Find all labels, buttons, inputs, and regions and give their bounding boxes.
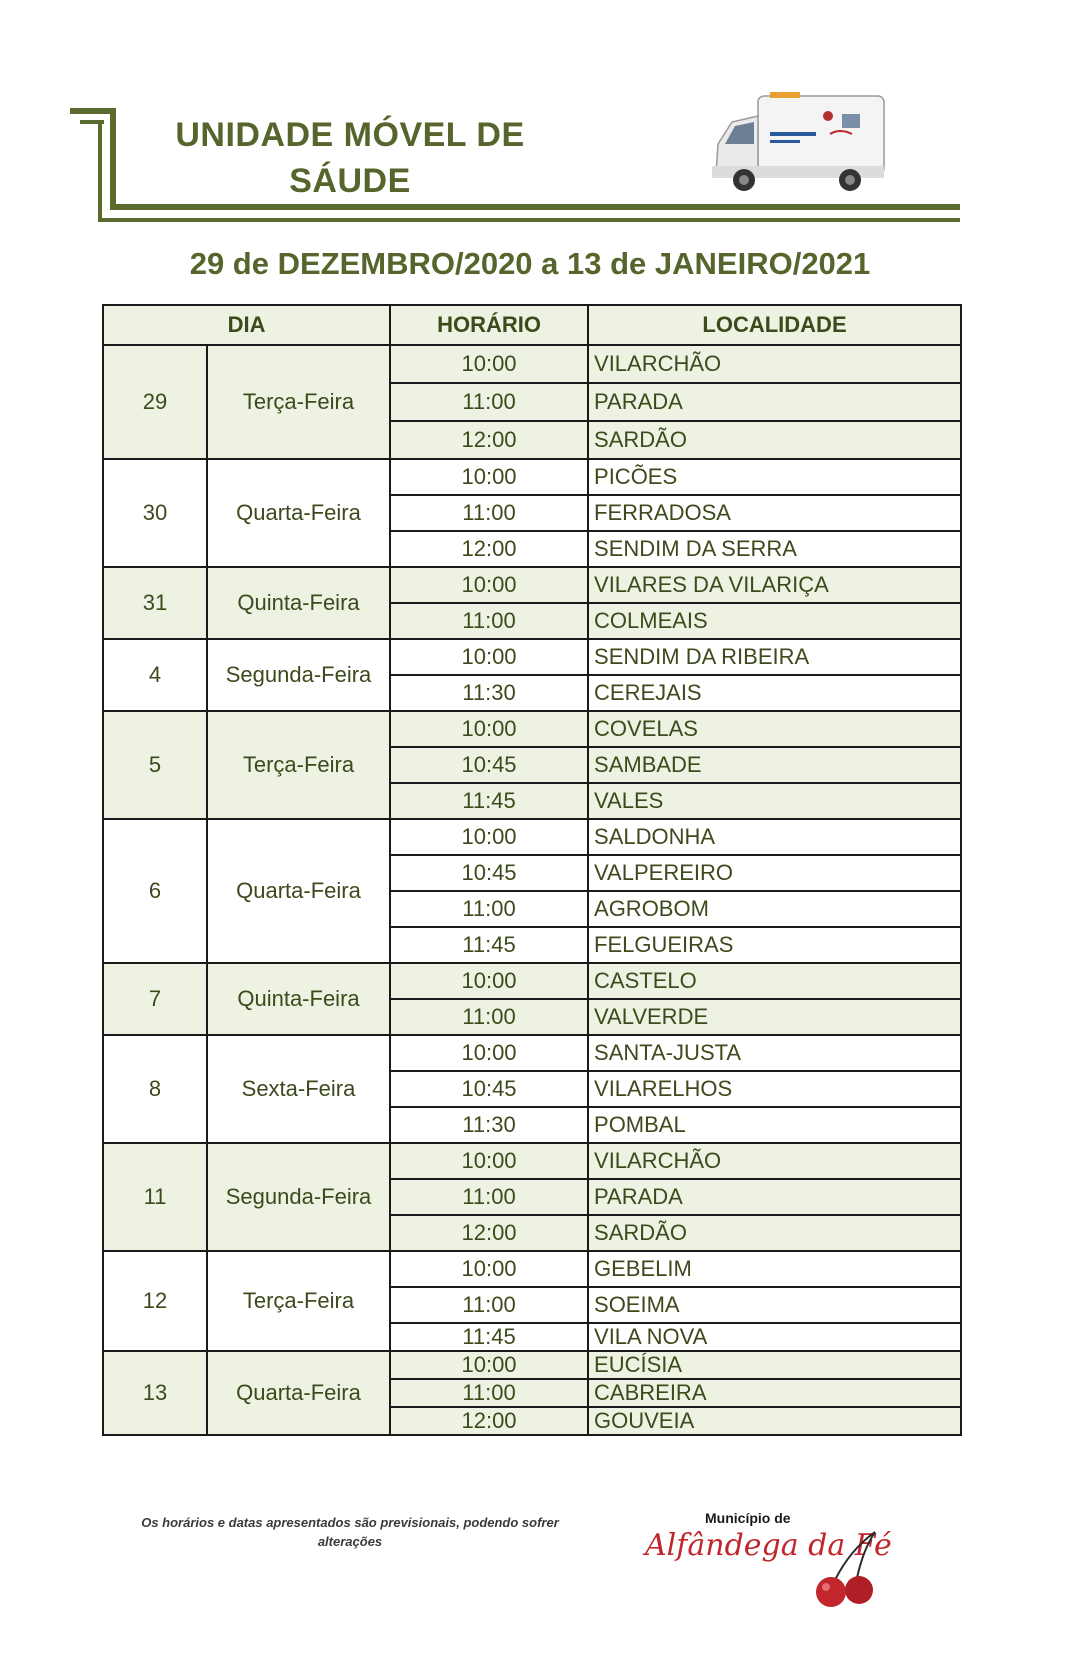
time-cell: 11:30 bbox=[390, 1107, 588, 1143]
location-cell: POMBAL bbox=[588, 1107, 961, 1143]
day-number: 8 bbox=[103, 1035, 207, 1143]
title-line-2: SÁUDE bbox=[289, 162, 411, 200]
location-cell: CABREIRA bbox=[588, 1379, 961, 1407]
weekday: Terça-Feira bbox=[207, 1251, 390, 1351]
header-frame-vertical-outer bbox=[110, 108, 116, 208]
time-cell: 11:45 bbox=[390, 1323, 588, 1351]
day-number: 12 bbox=[103, 1251, 207, 1351]
location-cell: VILARELHOS bbox=[588, 1071, 961, 1107]
day-number: 29 bbox=[103, 345, 207, 459]
table-row bbox=[103, 819, 961, 855]
time-cell: 10:00 bbox=[390, 963, 588, 999]
header-frame-vertical-inner bbox=[98, 120, 102, 222]
weekday: Quarta-Feira bbox=[207, 1351, 390, 1435]
location-cell: VILARCHÃO bbox=[588, 1143, 961, 1179]
table-row bbox=[103, 1351, 961, 1379]
time-cell: 11:00 bbox=[390, 1179, 588, 1215]
time-cell: 10:45 bbox=[390, 1071, 588, 1107]
logo-script-text: Alfândega da Fé bbox=[645, 1528, 892, 1563]
time-cell: 11:00 bbox=[390, 383, 588, 421]
day-number: 7 bbox=[103, 963, 207, 1035]
location-cell: EUCÍSIA bbox=[588, 1351, 961, 1379]
time-cell: 10:00 bbox=[390, 711, 588, 747]
location-cell: FELGUEIRAS bbox=[588, 927, 961, 963]
weekday: Quarta-Feira bbox=[207, 459, 390, 567]
location-cell: SARDÃO bbox=[588, 1215, 961, 1251]
location-cell: SOEIMA bbox=[588, 1287, 961, 1323]
weekday: Sexta-Feira bbox=[207, 1035, 390, 1143]
table-row bbox=[103, 639, 961, 675]
table-row bbox=[103, 345, 961, 383]
weekday: Quinta-Feira bbox=[207, 963, 390, 1035]
day-number: 11 bbox=[103, 1143, 207, 1251]
location-cell: VILARCHÃO bbox=[588, 345, 961, 383]
footnote: Os horários e datas apresentados são previsionais, podendo sofrer alterações bbox=[141, 1515, 559, 1549]
location-cell: VILA NOVA bbox=[588, 1323, 961, 1351]
location-cell: VALES bbox=[588, 783, 961, 819]
table-row bbox=[103, 567, 961, 603]
location-cell: SANTA-JUSTA bbox=[588, 1035, 961, 1071]
table-row bbox=[103, 1143, 961, 1179]
time-cell: 10:00 bbox=[390, 459, 588, 495]
location-cell: GOUVEIA bbox=[588, 1407, 961, 1435]
time-cell: 10:00 bbox=[390, 639, 588, 675]
weekday: Segunda-Feira bbox=[207, 1143, 390, 1251]
day-number: 13 bbox=[103, 1351, 207, 1435]
page-title bbox=[150, 112, 550, 204]
schedule-body bbox=[103, 345, 961, 1435]
weekday: Segunda-Feira bbox=[207, 639, 390, 711]
location-cell: COLMEAIS bbox=[588, 603, 961, 639]
location-cell: SENDIM DA RIBEIRA bbox=[588, 639, 961, 675]
header-frame-bottom-outer bbox=[110, 204, 960, 210]
municipality-logo bbox=[645, 1510, 905, 1605]
header-dia: DIA bbox=[103, 305, 390, 345]
time-cell: 10:00 bbox=[390, 1035, 588, 1071]
time-cell: 11:00 bbox=[390, 891, 588, 927]
time-cell: 11:45 bbox=[390, 927, 588, 963]
day-number: 30 bbox=[103, 459, 207, 567]
time-cell: 10:00 bbox=[390, 819, 588, 855]
weekday: Terça-Feira bbox=[207, 711, 390, 819]
weekday: Terça-Feira bbox=[207, 345, 390, 459]
location-cell: VALPEREIRO bbox=[588, 855, 961, 891]
time-cell: 10:00 bbox=[390, 1143, 588, 1179]
schedule-table bbox=[102, 304, 962, 1436]
day-number: 6 bbox=[103, 819, 207, 963]
table-row bbox=[103, 1251, 961, 1287]
time-cell: 10:00 bbox=[390, 1251, 588, 1287]
weekday: Quinta-Feira bbox=[207, 567, 390, 639]
location-cell: PARADA bbox=[588, 383, 961, 421]
day-number: 5 bbox=[103, 711, 207, 819]
day-number: 31 bbox=[103, 567, 207, 639]
time-cell: 10:45 bbox=[390, 747, 588, 783]
time-cell: 11:00 bbox=[390, 603, 588, 639]
time-cell: 11:00 bbox=[390, 1379, 588, 1407]
day-number: 4 bbox=[103, 639, 207, 711]
location-cell: AGROBOM bbox=[588, 891, 961, 927]
location-cell: CEREJAIS bbox=[588, 675, 961, 711]
table-row bbox=[103, 459, 961, 495]
time-cell: 10:00 bbox=[390, 567, 588, 603]
location-cell: SALDONHA bbox=[588, 819, 961, 855]
time-cell: 10:00 bbox=[390, 345, 588, 383]
date-range: 29 de DEZEMBRO/2020 a 13 de JANEIRO/2021 bbox=[189, 246, 871, 281]
ambulance-van-icon bbox=[710, 92, 890, 202]
time-cell: 12:00 bbox=[390, 1215, 588, 1251]
header-localidade: LOCALIDADE bbox=[588, 305, 961, 345]
cherries-icon bbox=[795, 1530, 895, 1610]
location-cell: COVELAS bbox=[588, 711, 961, 747]
table-row bbox=[103, 711, 961, 747]
table-row bbox=[103, 963, 961, 999]
location-cell: PARADA bbox=[588, 1179, 961, 1215]
time-cell: 10:00 bbox=[390, 1351, 588, 1379]
time-cell: 11:00 bbox=[390, 1287, 588, 1323]
location-cell: SENDIM DA SERRA bbox=[588, 531, 961, 567]
time-cell: 11:45 bbox=[390, 783, 588, 819]
location-cell: VALVERDE bbox=[588, 999, 961, 1035]
time-cell: 12:00 bbox=[390, 531, 588, 567]
location-cell: FERRADOSA bbox=[588, 495, 961, 531]
time-cell: 11:30 bbox=[390, 675, 588, 711]
location-cell: SARDÃO bbox=[588, 421, 961, 459]
location-cell: VILARES DA VILARIÇA bbox=[588, 567, 961, 603]
title-line-1: UNIDADE MÓVEL DE bbox=[175, 116, 525, 154]
table-row bbox=[103, 1035, 961, 1071]
weekday: Quarta-Feira bbox=[207, 819, 390, 963]
time-cell: 12:00 bbox=[390, 1407, 588, 1435]
time-cell: 11:00 bbox=[390, 495, 588, 531]
location-cell: PICÕES bbox=[588, 459, 961, 495]
time-cell: 12:00 bbox=[390, 421, 588, 459]
location-cell: GEBELIM bbox=[588, 1251, 961, 1287]
header-horario: HORÁRIO bbox=[390, 305, 588, 345]
time-cell: 11:00 bbox=[390, 999, 588, 1035]
logo-top-text: Município de bbox=[705, 1510, 791, 1526]
time-cell: 10:45 bbox=[390, 855, 588, 891]
header-frame-bottom-inner bbox=[98, 218, 960, 222]
location-cell: SAMBADE bbox=[588, 747, 961, 783]
location-cell: CASTELO bbox=[588, 963, 961, 999]
